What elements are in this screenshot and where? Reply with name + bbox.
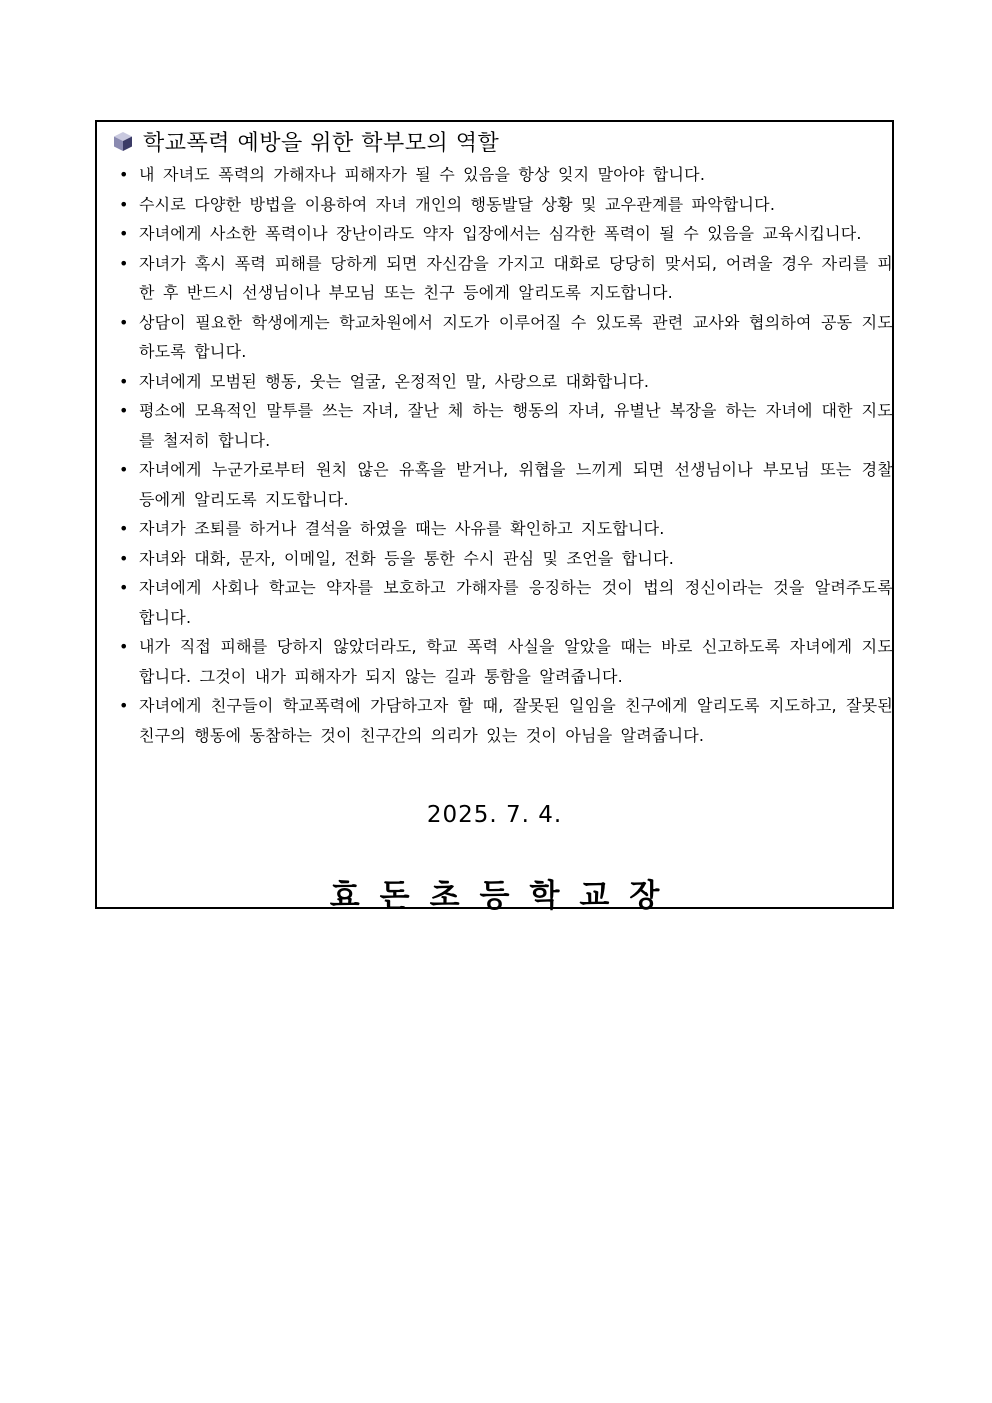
list-item xyxy=(109,367,893,397)
bullet-icon: • xyxy=(119,637,129,656)
notice-box xyxy=(95,120,894,914)
list-item-text: 자녀에게 친구들이 학교폭력에 가담하고자 할 때, 잘못된 일임을 친구에게 알리도록 지도하고, 잘못된 친구의 행동에 동참하는 것이 친구간의 의리가 있는 것이 아님을 알려줍니다. xyxy=(139,696,893,745)
bullet-icon: • xyxy=(119,578,129,597)
bullet-icon: • xyxy=(119,194,129,214)
list-item-text: 평소에 모욕적인 말투를 쓰는 자녀, 잘난 체 하는 행동의 자녀, 유별난 복장을 하는 자녀에 대한 지도를 철저히 합니다. xyxy=(139,401,893,450)
list-item xyxy=(109,249,893,308)
list-item-text: 자녀에게 사소한 폭력이나 장난이라도 약자 입장에서는 심각한 폭력이 될 수 있음을 교육시킵니다. xyxy=(139,224,862,243)
bullet-icon: • xyxy=(119,224,129,243)
bullet-icon: • xyxy=(119,548,129,568)
list-item-text: 자녀에게 모범된 행동, 웃는 얼굴, 온정적인 말, 사랑으로 대화합니다. xyxy=(139,371,650,391)
parent-role-list xyxy=(109,160,893,750)
list-item-text: 자녀가 조퇴를 하거나 결석을 하였을 때는 사유를 확인하고 지도합니다. xyxy=(139,519,665,538)
list-item xyxy=(109,396,893,455)
list-item xyxy=(109,632,893,691)
list-item-text: 자녀에게 누군가로부터 원치 않은 유혹을 받거나, 위협을 느끼게 되면 선생님이나 부모님 또는 경찰 등에게 알리도록 지도합니다. xyxy=(139,460,893,509)
section-title: 학교폭력 예방을 위한 학부모의 역할 xyxy=(143,130,500,156)
bullet-icon: • xyxy=(119,371,129,391)
list-item xyxy=(109,190,893,220)
bullet-icon: • xyxy=(119,312,129,332)
section-heading xyxy=(111,126,499,156)
list-item-text: 내가 직접 피해를 당하지 않았더라도, 학교 폭력 사실을 알았을 때는 바로 신고하도록 자녀에게 지도합니다. 그것이 내가 피해자가 되지 않는 길과 통함을 알려줍니다. xyxy=(139,637,893,686)
list-item-text: 상담이 필요한 학생에게는 학교차원에서 지도가 이루어질 수 있도록 관련 교사와 협의하여 공동 지도하도록 합니다. xyxy=(139,312,893,361)
list-item xyxy=(109,455,893,514)
bullet-icon: • xyxy=(119,696,129,715)
principal-signature: 효돈초등학교장 xyxy=(329,878,680,914)
list-item xyxy=(109,514,893,544)
list-item-text: 수시로 다양한 방법을 이용하여 자녀 개인의 행동발달 상황 및 교우관계를 파악합니다. xyxy=(139,194,776,214)
bullet-icon: • xyxy=(119,401,129,420)
list-item-text: 내 자녀도 폭력의 가해자나 피해자가 될 수 있음을 항상 잊지 말아야 합니다. xyxy=(139,165,706,184)
bullet-icon: • xyxy=(119,460,129,479)
list-item xyxy=(109,691,893,750)
bullet-icon: • xyxy=(119,519,129,538)
document-date: 2025. 7. 4. xyxy=(426,802,563,828)
list-item xyxy=(109,160,893,190)
list-item-text: 자녀가 혹시 폭력 피해를 당하게 되면 자신감을 가지고 대화로 당당히 맞서되, 어려울 경우 자리를 피한 후 반드시 선생님이나 부모님 또는 친구 등에게 알리도록 지도합니다. xyxy=(139,253,893,302)
list-item xyxy=(109,544,893,574)
list-item xyxy=(109,308,893,367)
list-item xyxy=(109,219,893,249)
bullet-icon: • xyxy=(119,253,129,273)
bullet-icon: • xyxy=(119,165,129,184)
cube-icon xyxy=(111,129,135,153)
list-item xyxy=(109,573,893,632)
list-item-text: 자녀에게 사회나 학교는 약자를 보호하고 가해자를 응징하는 것이 법의 정신이라는 것을 알려주도록 합니다. xyxy=(139,578,893,627)
list-item-text: 자녀와 대화, 문자, 이메일, 전화 등을 통한 수시 관심 및 조언을 합니다. xyxy=(139,548,675,568)
